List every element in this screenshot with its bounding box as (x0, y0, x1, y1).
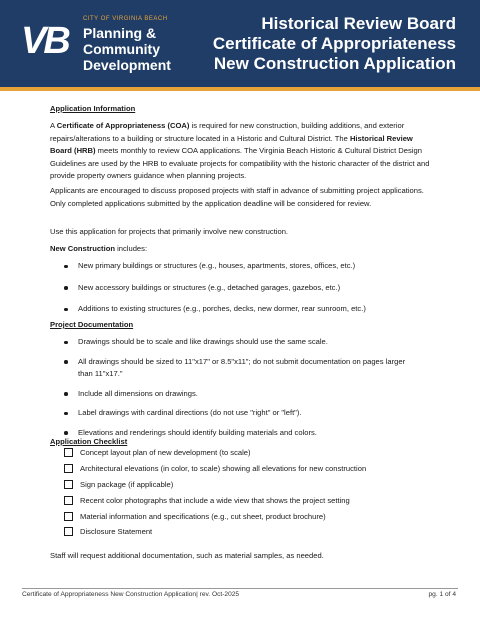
list-item: All drawings should be sized to 11"x17" or 8.5"x11"; do not submit documentation on pages larger than 11"x17." (50, 356, 435, 381)
page-header (0, 0, 480, 91)
checkbox[interactable] (64, 448, 73, 457)
list-item: Label drawings with cardinal directions (do not use "right" or "left"). (50, 407, 435, 420)
project-documentation-heading: Project Documentation (50, 320, 134, 329)
checklist-item (64, 463, 434, 479)
checklist-item (64, 526, 434, 542)
list-item: New accessory buildings or structures (e.g., detached garages, gazebos, etc.) (50, 282, 435, 295)
vb-logo-mark: VB (21, 20, 68, 62)
project-documentation-list (50, 336, 435, 440)
use-application-paragraph: Use this application for projects that primarily involve new construction. (50, 227, 289, 236)
checklist-item-label: Disclosure Statement (80, 527, 153, 537)
checklist-item-label: Concept layout plan of new development (to scale) (80, 448, 251, 457)
checklist-item (64, 479, 434, 495)
coa-intro-paragraph: A Certificate of Appropriateness (COA) is required for new construction, building additions, and exterior repairs/alterations to a building or structure located in a Historic and Cultural District. The Historical Review Board (HRB) meets monthly to review COA applications. The Virginia Beach Historic & Cultural District Design Guidelines are used by the HRB to evaluate projects for compatibility with the historic character of the district and provide property owners guidance when planning projects. (50, 121, 430, 181)
checklist-item (64, 447, 434, 463)
checklist-item-label: Sign package (if applicable) (80, 479, 174, 489)
new-construction-intro: New Construction includes: (50, 244, 148, 253)
applicants-paragraph: Applicants are encouraged to discuss proposed projects with staff in advance of submitting project applications. Only completed applications submitted by the application deadline will be considered for review. (50, 186, 424, 208)
footer-document-info: Certificate of Appropriateness New Construction Application| rev. Oct-2025 (22, 591, 240, 598)
document-title (213, 14, 456, 74)
list-item: Additions to existing structures (e.g., porches, decks, new dormer, rear sunroom, etc.) (50, 303, 435, 316)
new-construction-list (50, 260, 435, 316)
logo-line-2: Community (83, 41, 160, 57)
title-line-3: New Construction Application (213, 54, 456, 73)
checklist-note: Staff will request additional documentation, such as material samples, as needed. (50, 551, 324, 560)
checkbox[interactable] (64, 527, 73, 536)
list-item: Drawings should be to scale and like drawings should use the same scale. (50, 336, 435, 349)
checkbox[interactable] (64, 480, 73, 489)
application-checklist-heading: Application Checklist (50, 437, 128, 446)
application-checklist (64, 447, 434, 542)
checklist-item-label: Material information and specifications (e.g., cut sheet, product brochure) (80, 511, 326, 521)
city-logo (21, 16, 221, 80)
list-item: Elevations and renderings should identify building materials and colors. (50, 427, 435, 440)
logo-city-name: CITY OF VIRGINIA BEACH (83, 16, 168, 22)
logo-line-3: Development (83, 57, 171, 73)
title-line-2: Certificate of Appropriateness (212, 34, 456, 53)
checkbox[interactable] (64, 464, 73, 473)
logo-line-1: Planning & (83, 25, 157, 41)
application-information-heading: Application Information (50, 104, 136, 113)
checklist-item-label: Recent color photographs that include a wide view that shows the project setting (80, 495, 350, 505)
checkbox[interactable] (64, 496, 73, 505)
checklist-item (64, 495, 434, 511)
list-item: New primary buildings or structures (e.g., houses, apartments, stores, offices, etc.) (50, 260, 435, 273)
title-line-1: Historical Review Board (261, 14, 456, 33)
checklist-item (64, 511, 434, 527)
footer-page-number: pg. 1 of 4 (428, 591, 456, 598)
footer-divider (22, 588, 458, 589)
checkbox[interactable] (64, 512, 73, 521)
list-item: Include all dimensions on drawings. (50, 388, 435, 401)
checklist-item-label: Architectural elevations (in color, to scale) showing all elevations for new construction (80, 463, 367, 473)
